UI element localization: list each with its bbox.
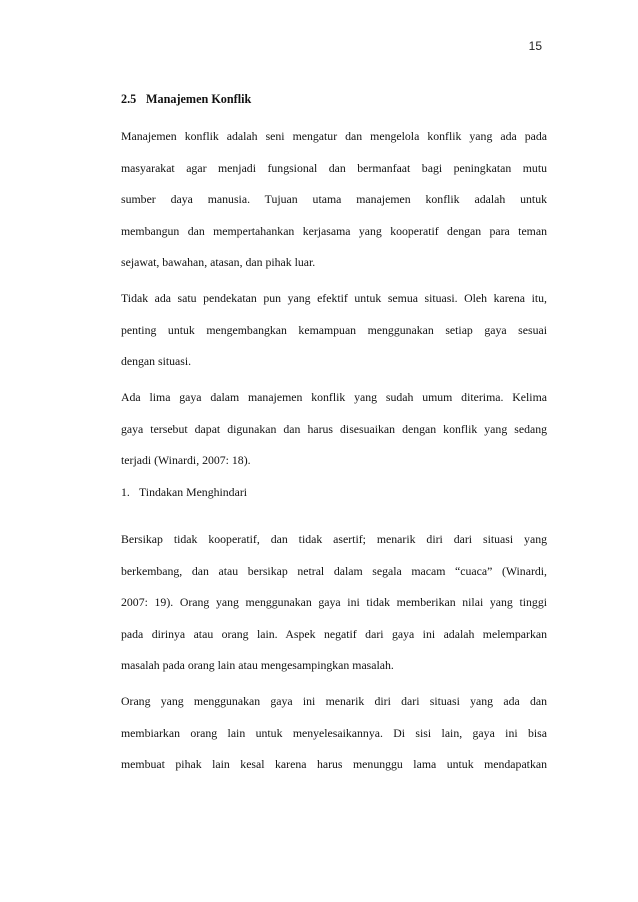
section-title: Manajemen Konflik bbox=[146, 92, 252, 106]
paragraph-3 bbox=[121, 389, 547, 484]
paragraph-line: pada dirinya atau orang lain. Aspek negatif dari gaya ini adalah melemparkan bbox=[121, 626, 547, 641]
paragraph-line: Ada lima gaya dalam manajemen konflik yang sudah umum diterima. Kelima bbox=[121, 390, 547, 404]
list-item-title: Tindakan Menghindari bbox=[139, 485, 248, 499]
paragraph-line: Orang yang menggunakan gaya ini menarik diri dari situasi yang ada dan bbox=[121, 694, 547, 708]
paragraph-5 bbox=[121, 693, 547, 788]
paragraph-line: berkembang, dan atau bersikap netral dalam segala macam “cuaca” (Winardi, bbox=[121, 563, 547, 578]
paragraph-line: membuat pihak lain kesal karena harus menunggu lama untuk mendapatkan bbox=[121, 757, 547, 772]
page-number: 15 bbox=[528, 39, 542, 53]
paragraph-4 bbox=[121, 531, 547, 689]
paragraph-line: membiarkan orang lain untuk menyelesaikannya. Di sisi lain, gaya ini bisa bbox=[121, 725, 547, 740]
section-heading bbox=[121, 92, 251, 107]
list-item-heading bbox=[121, 485, 247, 500]
paragraph-line: Bersikap tidak kooperatif, dan tidak asertif; menarik diri dari situasi yang bbox=[121, 532, 547, 546]
paragraph-line: gaya tersebut dapat digunakan dan harus disesuaikan dengan konflik yang sedang bbox=[121, 421, 547, 436]
paragraph-line: Tidak ada satu pendekatan pun yang efektif untuk semua situasi. Oleh karena itu, bbox=[121, 291, 547, 305]
paragraph-line: dengan situasi. bbox=[121, 354, 192, 369]
paragraph-line: Manajemen konflik adalah seni mengatur dan mengelola konflik yang ada pada bbox=[121, 129, 547, 143]
paragraph-line: sumber daya manusia. Tujuan utama manajemen konflik adalah untuk bbox=[121, 192, 547, 207]
paragraph-1 bbox=[121, 128, 547, 286]
paragraph-line: penting untuk mengembangkan kemampuan menggunakan setiap gaya sesuai bbox=[121, 322, 547, 337]
paragraph-line: sejawat, bawahan, atasan, dan pihak luar. bbox=[121, 255, 316, 270]
section-number: 2.5 bbox=[121, 92, 137, 106]
paragraph-line: masalah pada orang lain atau mengesampingkan masalah. bbox=[121, 658, 394, 673]
paragraph-line: membangun dan mempertahankan kerjasama yang kooperatif dengan para teman bbox=[121, 223, 547, 238]
paragraph-line: masyarakat agar menjadi fungsional dan bermanfaat bagi peningkatan mutu bbox=[121, 160, 547, 175]
list-item-number: 1. bbox=[121, 485, 130, 499]
paragraph-2 bbox=[121, 290, 547, 385]
paragraph-line: terjadi (Winardi, 2007: 18). bbox=[121, 453, 251, 468]
paragraph-line: 2007: 19). Orang yang menggunakan gaya ini tidak memberikan nilai yang tinggi bbox=[121, 595, 547, 610]
